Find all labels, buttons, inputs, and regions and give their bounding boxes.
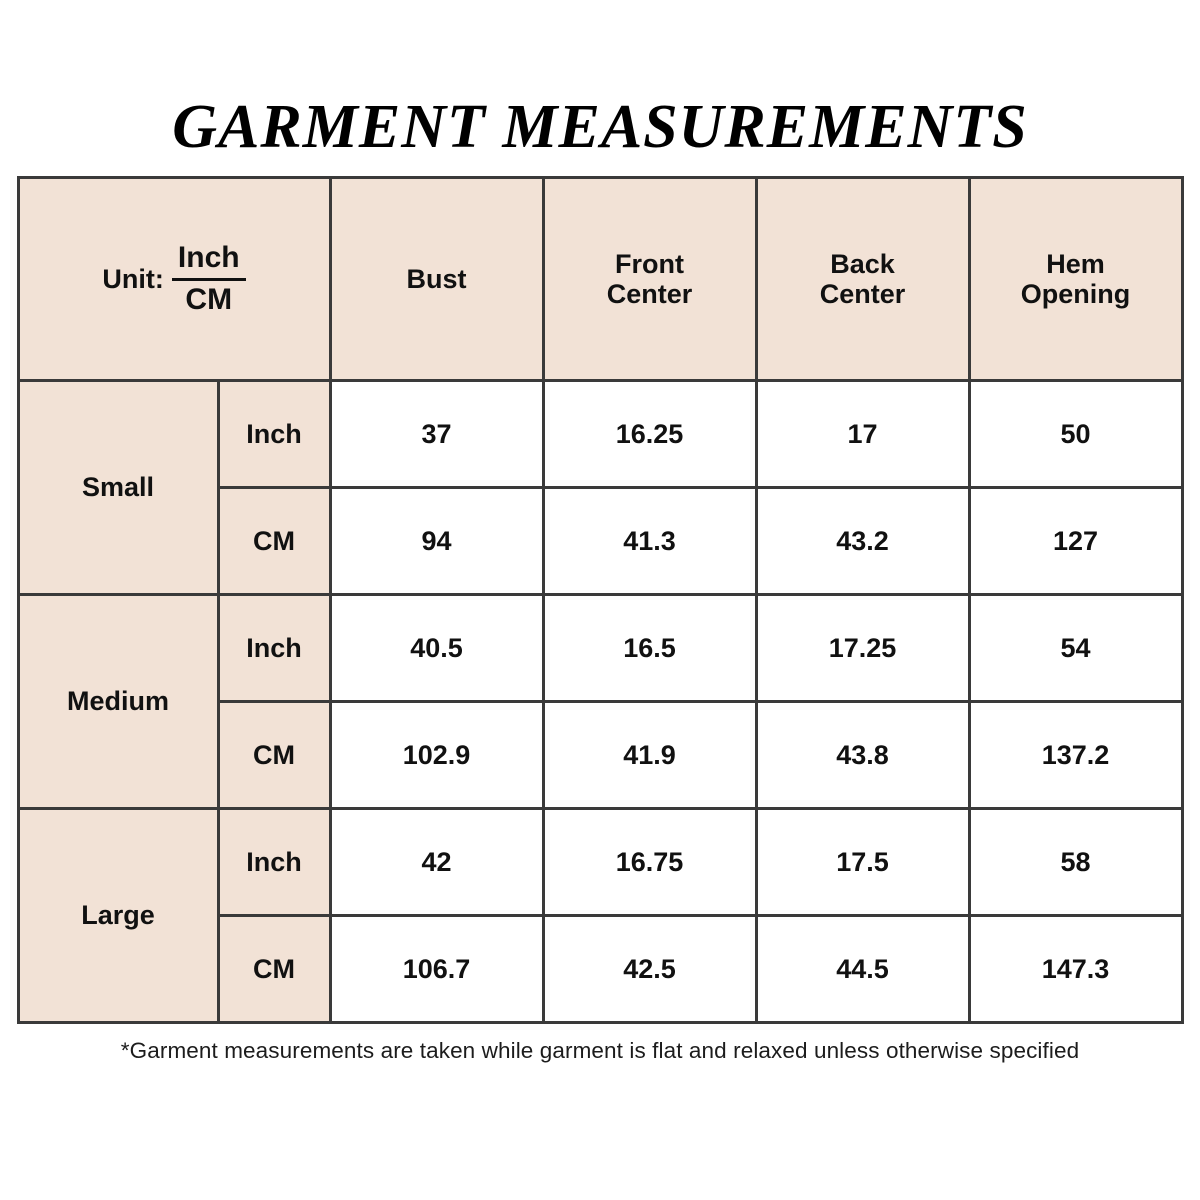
header-col-front-center-line1: Front [615,248,684,279]
unit-label-large-inch: Inch [218,809,330,916]
header-col-hem-opening-line1: Hem [1046,248,1105,279]
cell-small-cm-hem-opening: 127 [969,488,1182,595]
cell-medium-cm-back-center: 43.8 [756,702,969,809]
unit-inch-label: Inch [172,241,246,281]
cell-medium-inch-bust: 40.5 [330,595,543,702]
header-unit-cell [18,178,330,381]
unit-label-large-cm: CM [218,916,330,1023]
unit-label-medium-inch: Inch [218,595,330,702]
cell-small-cm-back-center: 43.2 [756,488,969,595]
cell-large-cm-hem-opening: 147.3 [969,916,1182,1023]
unit-label-small-inch: Inch [218,381,330,488]
size-label-medium: Medium [18,595,218,809]
page-title: GARMENT MEASUREMENTS [172,93,1028,161]
cell-large-inch-bust: 42 [330,809,543,916]
unit-label-medium-cm: CM [218,702,330,809]
unit-fraction [172,241,246,317]
cell-small-inch-hem-opening: 50 [969,381,1182,488]
cell-large-cm-front-center: 42.5 [543,916,756,1023]
cell-medium-inch-back-center: 17.25 [756,595,969,702]
unit-label-small-cm: CM [218,488,330,595]
cell-small-inch-back-center: 17 [756,381,969,488]
table-header-row [18,178,1182,381]
header-col-back-center [756,178,969,381]
cell-medium-inch-front-center: 16.5 [543,595,756,702]
header-col-hem-opening [969,178,1182,381]
cell-small-cm-front-center: 41.3 [543,488,756,595]
cell-large-inch-hem-opening: 58 [969,809,1182,916]
cell-large-inch-front-center: 16.75 [543,809,756,916]
cell-medium-cm-front-center: 41.9 [543,702,756,809]
table-row [18,809,1182,916]
cell-medium-cm-bust: 102.9 [330,702,543,809]
cell-large-cm-back-center: 44.5 [756,916,969,1023]
cell-small-cm-bust: 94 [330,488,543,595]
measurements-table [17,176,1184,1024]
table-row [18,381,1182,488]
header-col-front-center [543,178,756,381]
cell-large-cm-bust: 106.7 [330,916,543,1023]
header-col-back-center-line2: Center [819,279,906,309]
header-col-bust [330,178,543,381]
header-col-hem-opening-line2: Opening [1020,279,1131,309]
cell-small-inch-bust: 37 [330,381,543,488]
header-col-back-center-line1: Back [830,248,895,279]
table-row [18,595,1182,702]
cell-small-inch-front-center: 16.25 [543,381,756,488]
header-col-front-center-line2: Center [606,279,693,309]
header-col-bust-line1: Bust [406,263,467,294]
cell-large-inch-back-center: 17.5 [756,809,969,916]
footnote: *Garment measurements are taken while garment is flat and relaxed unless otherwise specified [120,1038,1080,1063]
cell-medium-inch-hem-opening: 54 [969,595,1182,702]
unit-cm-label: CM [185,282,233,316]
size-label-large: Large [18,809,218,1023]
size-label-small: Small [18,381,218,595]
cell-medium-cm-hem-opening: 137.2 [969,702,1182,809]
unit-label: Unit: [102,263,164,294]
